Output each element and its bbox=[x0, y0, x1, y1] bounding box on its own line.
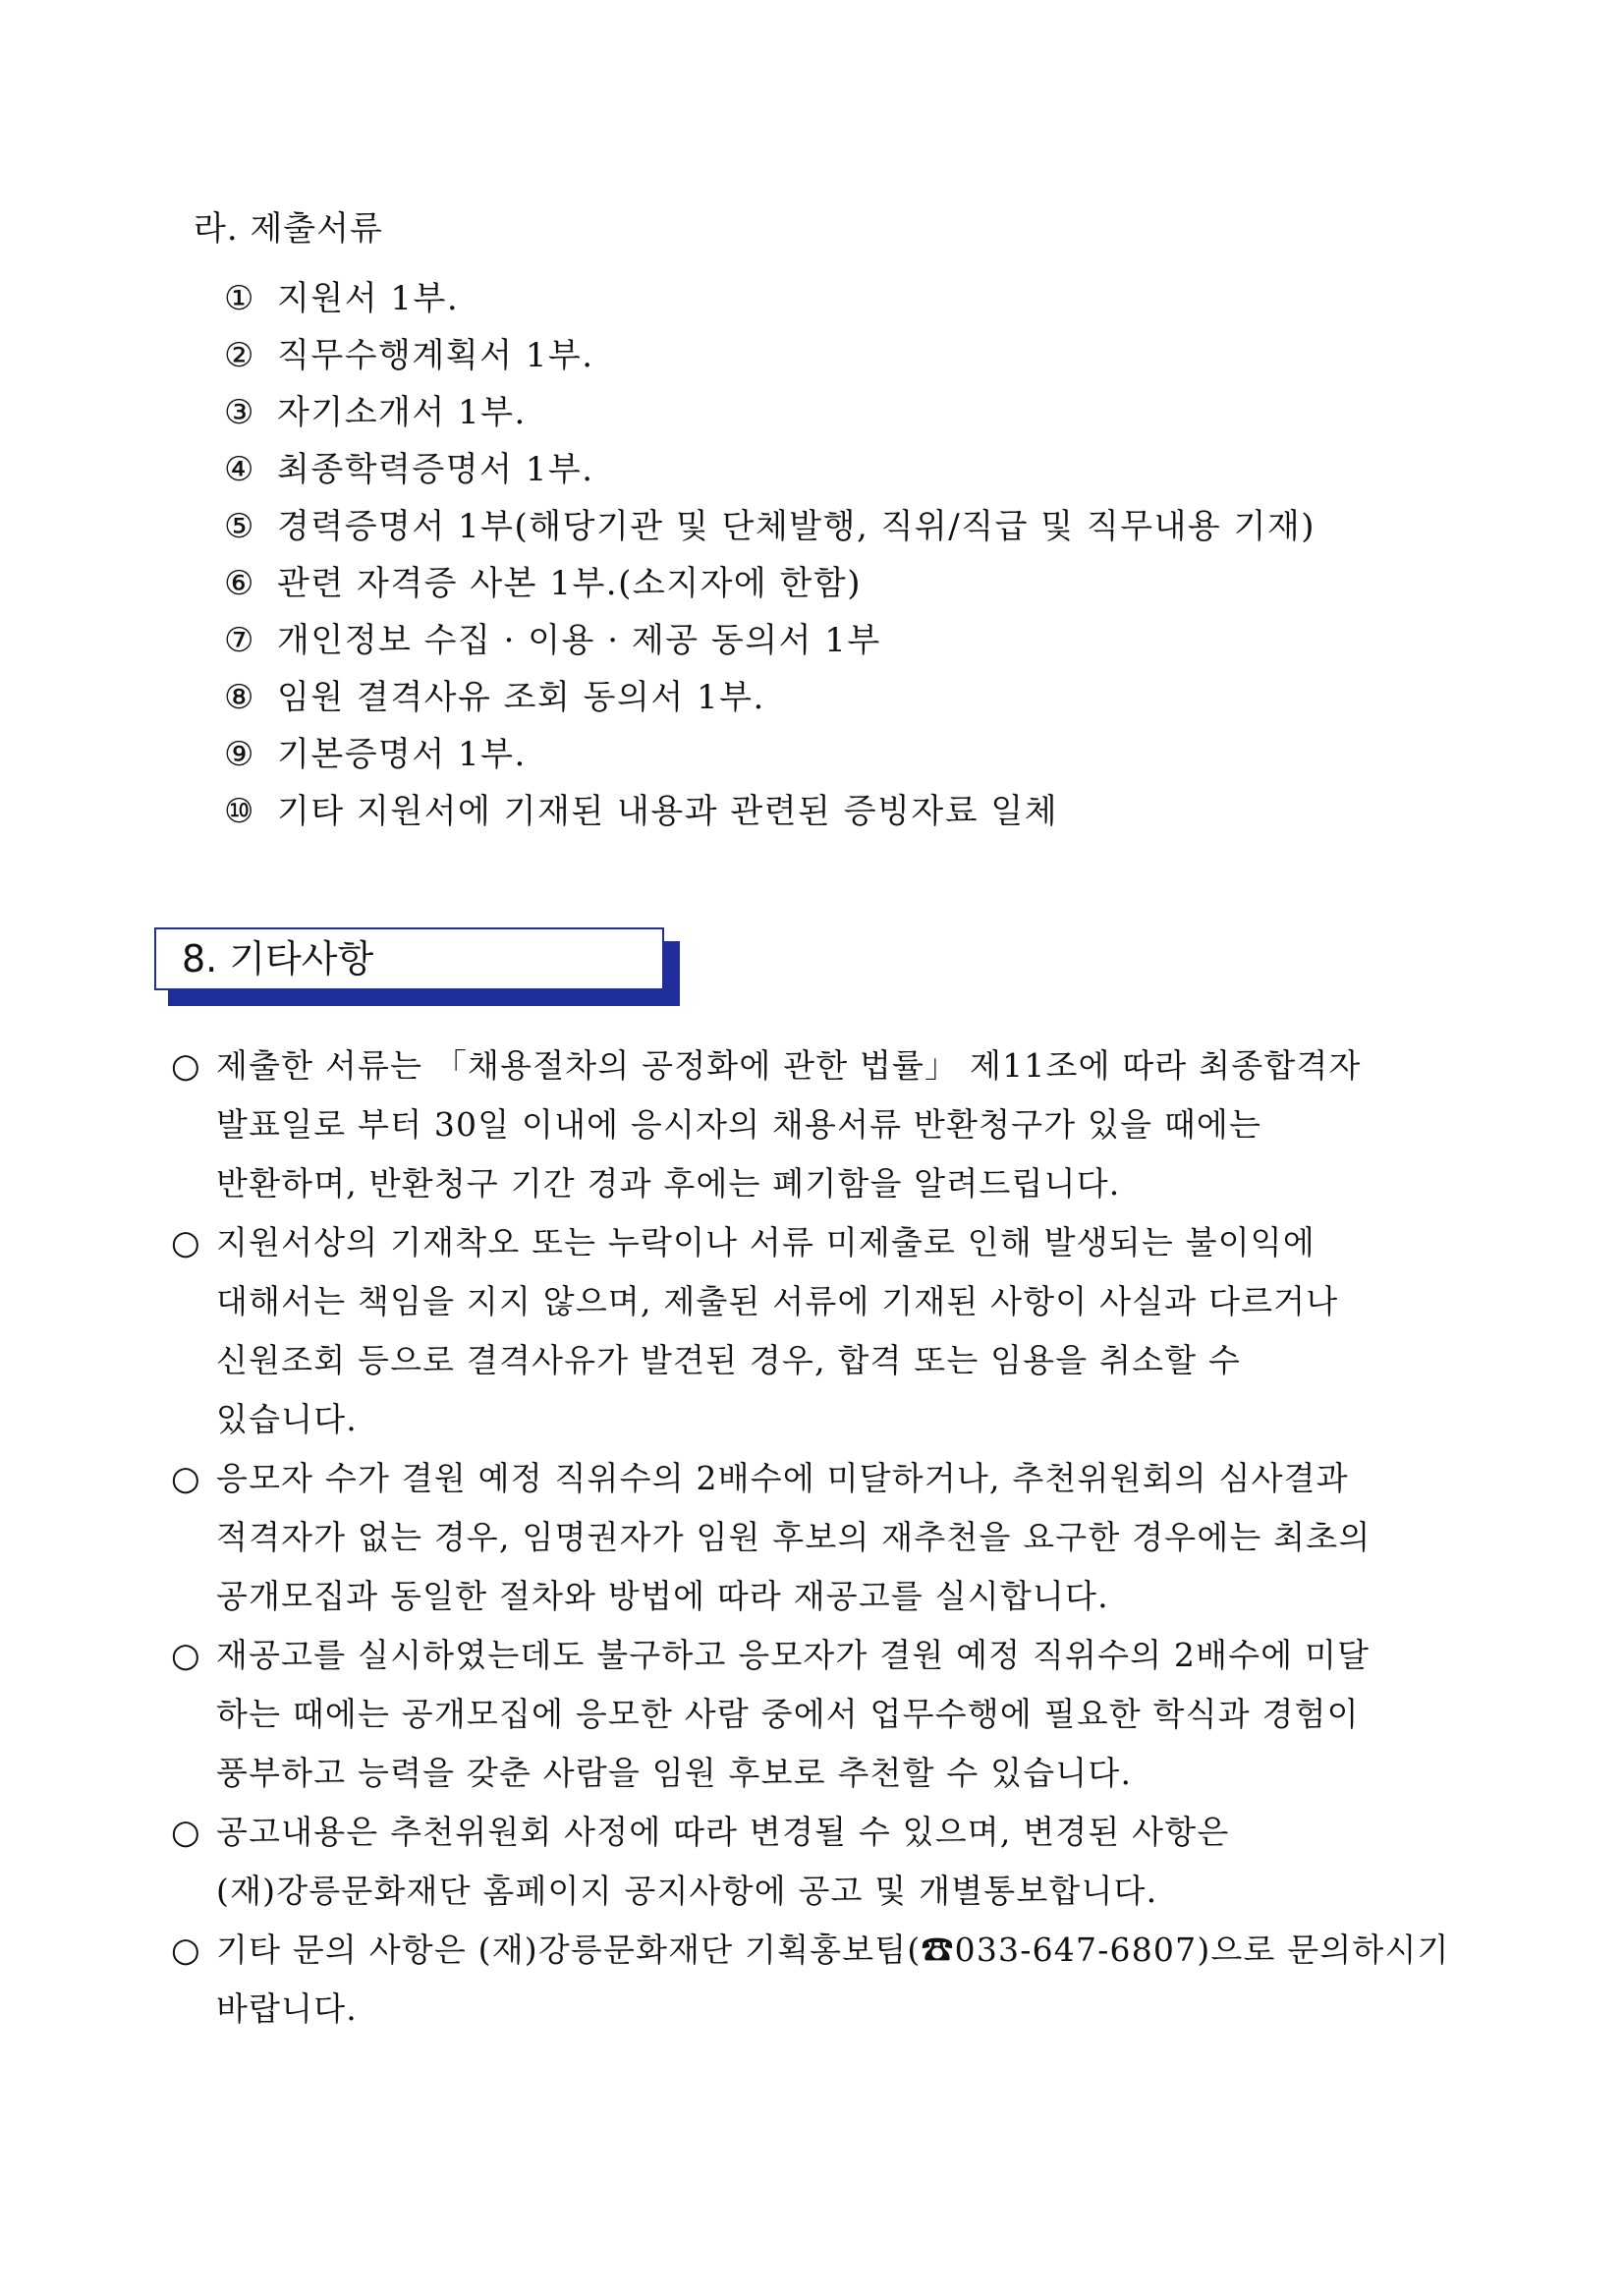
item-text: 임원 결격사유 조회 동의서 1부. bbox=[277, 678, 765, 717]
notes-list bbox=[171, 1036, 1487, 2039]
list-item bbox=[224, 273, 1316, 330]
list-item bbox=[224, 729, 1316, 786]
item-text: 관련 자격증 사본 1부.(소지자에 한함) bbox=[277, 564, 863, 603]
item-number: ⑩ bbox=[224, 792, 255, 831]
note-line: 지원서상의 기재착오 또는 누락이나 서류 미제출로 인해 발생되는 불이익에 bbox=[216, 1223, 1316, 1261]
note-item bbox=[171, 1803, 1487, 1921]
note-item bbox=[171, 1213, 1487, 1449]
note-item bbox=[171, 1626, 1487, 1803]
note-line: 있습니다. bbox=[216, 1400, 359, 1438]
list-item bbox=[224, 444, 1316, 501]
item-text: 자기소개서 1부. bbox=[277, 393, 527, 432]
item-number: ③ bbox=[224, 393, 255, 432]
circle-bullet-icon: ○ bbox=[171, 1046, 200, 1086]
item-text: 경력증명서 1부(해당기관 및 단체발행, 직위/직급 및 직무내용 기재) bbox=[277, 507, 1316, 546]
list-item bbox=[224, 615, 1316, 672]
section-title: 8. 기타사항 bbox=[154, 927, 664, 990]
item-number: ⑤ bbox=[224, 507, 255, 546]
note-line: 반환하며, 반환청구 기간 경과 후에는 폐기함을 알려드립니다. bbox=[216, 1164, 1121, 1203]
note-item bbox=[171, 1036, 1487, 1213]
note-item bbox=[171, 1449, 1487, 1626]
circle-bullet-icon: ○ bbox=[171, 1459, 200, 1498]
note-line: 발표일로 부터 30일 이내에 응시자의 채용서류 반환청구가 있을 때에는 bbox=[216, 1105, 1262, 1144]
note-item bbox=[171, 1921, 1487, 2039]
item-text: 최종학력증명서 1부. bbox=[277, 450, 594, 489]
circle-bullet-icon: ○ bbox=[171, 1636, 200, 1675]
note-line: 재공고를 실시하였는데도 불구하고 응모자가 결원 예정 직위수의 2배수에 미달 bbox=[216, 1636, 1371, 1674]
note-line: 대해서는 책임을 지지 않으며, 제출된 서류에 기재된 사항이 사실과 다르거나 bbox=[216, 1282, 1339, 1320]
note-line: 공고내용은 추천위원회 사정에 따라 변경될 수 있으며, 변경된 사항은 bbox=[216, 1813, 1230, 1851]
submission-documents-list bbox=[224, 273, 1316, 843]
note-line: 기타 문의 사항은 (재)강릉문화재단 기획홍보팀(☎033-647-6807)으로 문의하시기 bbox=[216, 1931, 1450, 1969]
item-number: ① bbox=[224, 279, 255, 318]
note-line: 바랍니다. bbox=[216, 1989, 359, 2028]
list-item bbox=[224, 387, 1316, 444]
note-line: 풍부하고 능력을 갖춘 사람을 임원 후보로 추천할 수 있습니다. bbox=[216, 1754, 1133, 1792]
note-line: (재)강릉문화재단 홈페이지 공지사항에 공고 및 개별통보합니다. bbox=[216, 1872, 1158, 1910]
note-line: 제출한 서류는 「채용절차의 공정화에 관한 법률」 제11조에 따라 최종합격자 bbox=[216, 1046, 1362, 1085]
list-item bbox=[224, 786, 1316, 843]
item-number: ⑦ bbox=[224, 621, 255, 660]
submission-documents-heading: 라. 제출서류 bbox=[194, 209, 383, 249]
item-number: ② bbox=[224, 336, 255, 375]
note-line: 응모자 수가 결원 예정 직위수의 2배수에 미달하거나, 추천위원회의 심사결과 bbox=[216, 1459, 1349, 1497]
item-number: ⑨ bbox=[224, 735, 255, 774]
item-text: 기타 지원서에 기재된 내용과 관련된 증빙자료 일체 bbox=[277, 792, 1059, 831]
item-text: 기본증명서 1부. bbox=[277, 735, 527, 774]
list-item bbox=[224, 558, 1316, 615]
item-text: 개인정보 수집 · 이용 · 제공 동의서 1부 bbox=[277, 621, 881, 660]
item-text: 직무수행계획서 1부. bbox=[277, 336, 594, 375]
item-number: ④ bbox=[224, 450, 255, 489]
note-line: 공개모집과 동일한 절차와 방법에 따라 재공고를 실시합니다. bbox=[216, 1577, 1109, 1615]
circle-bullet-icon: ○ bbox=[171, 1813, 200, 1852]
section-title-box bbox=[154, 927, 670, 996]
item-text: 지원서 1부. bbox=[277, 279, 460, 318]
circle-bullet-icon: ○ bbox=[171, 1223, 200, 1262]
list-item bbox=[224, 672, 1316, 729]
item-number: ⑧ bbox=[224, 678, 255, 717]
note-line: 신원조회 등으로 결격사유가 발견된 경우, 합격 또는 임용을 취소할 수 bbox=[216, 1341, 1242, 1379]
item-number: ⑥ bbox=[224, 564, 255, 603]
list-item bbox=[224, 330, 1316, 387]
note-line: 하는 때에는 공개모집에 응모한 사람 중에서 업무수행에 필요한 학식과 경험이 bbox=[216, 1695, 1360, 1733]
note-line: 적격자가 없는 경우, 임명권자가 임원 후보의 재추천을 요구한 경우에는 최초의 bbox=[216, 1518, 1372, 1556]
circle-bullet-icon: ○ bbox=[171, 1931, 200, 1970]
list-item bbox=[224, 501, 1316, 558]
